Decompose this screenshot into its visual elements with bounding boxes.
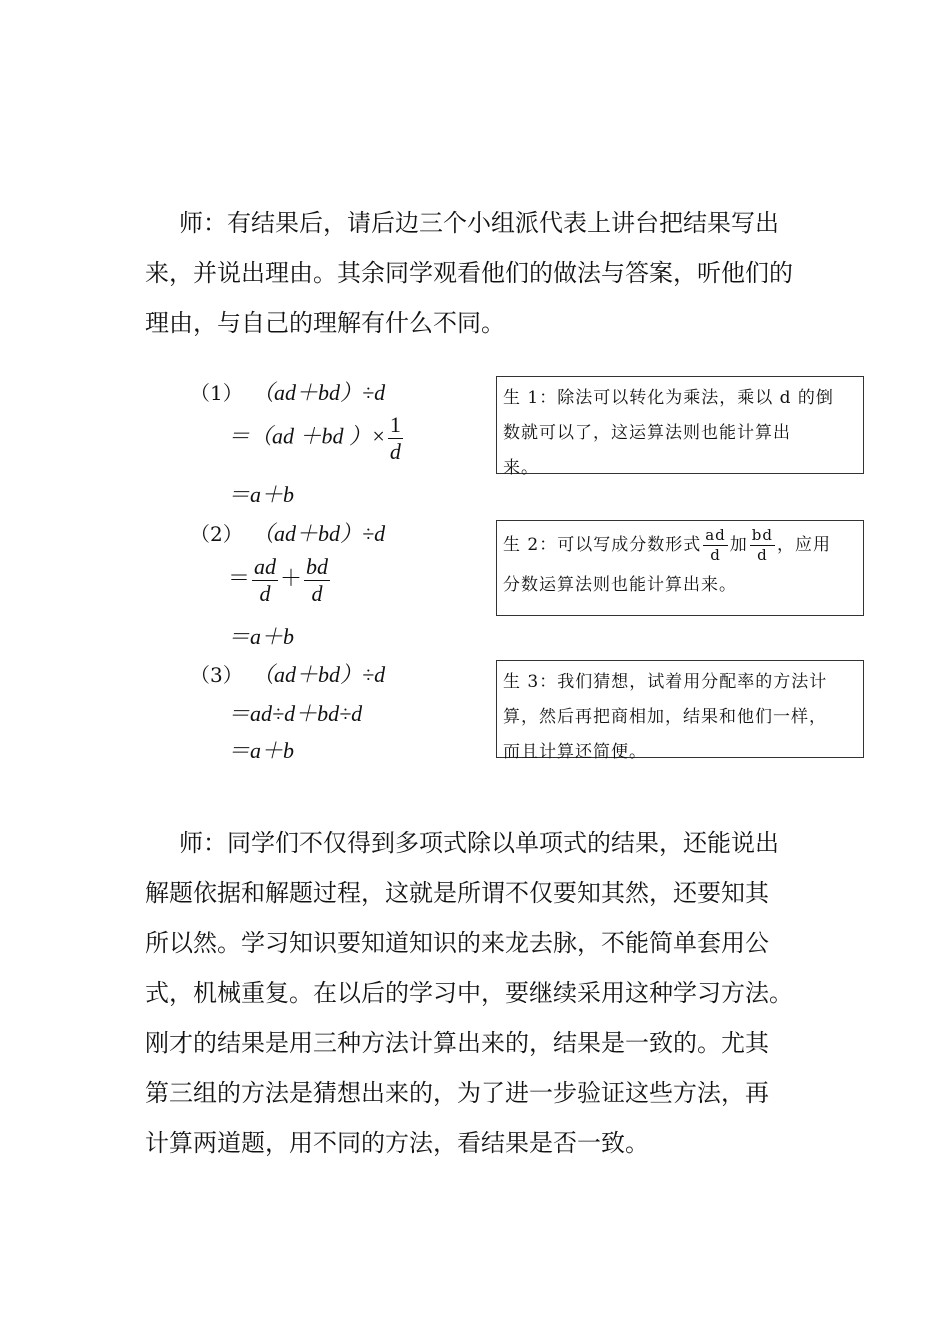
text-line: 而且计算还简便。 <box>503 742 647 762</box>
text-line: 来，并说出理由。其余同学观看他们的做法与答案，听他们的 <box>145 259 793 287</box>
method-1-step-2 <box>228 414 405 463</box>
text-line: 式，机械重复。在以后的学习中，要继续采用这种学习方法。 <box>145 979 793 1007</box>
fraction-numerator: ad <box>705 526 726 544</box>
fraction-numerator: bd <box>306 554 329 579</box>
method-1-step-3: ＝a＋b <box>228 482 295 507</box>
method-2-step-3: ＝a＋b <box>228 624 295 649</box>
text-line: 刚才的结果是用三种方法计算出来的，结果是一致的。尤其 <box>145 1029 769 1057</box>
method-3-step-3: ＝a＋b <box>228 738 295 763</box>
fraction-denominator: d <box>259 581 271 606</box>
method-3-step-1: （ad＋bd）÷d <box>252 662 386 687</box>
fraction <box>388 414 403 463</box>
teacher-paragraph-2 <box>145 818 825 1168</box>
box-2-text: 加 <box>729 535 748 555</box>
text-line: 数就可以了，这运算法则也能计算出 <box>503 423 791 443</box>
fraction-denominator: d <box>389 439 401 464</box>
fraction-numerator: bd <box>751 526 773 544</box>
box-2-text: 生 2：可以写成分数形式 <box>503 535 702 555</box>
method-3-number: （3） <box>190 663 243 687</box>
text-line: 理由，与自己的理解有什么不同。 <box>145 309 505 337</box>
method-1-step-2-expr: ＝（ad ＋bd ）× <box>228 423 386 449</box>
text-line: 来。 <box>503 458 539 478</box>
student-2-box <box>496 520 864 616</box>
method-3-step-2: ＝ad÷d＋bd÷d <box>228 701 363 726</box>
text-line: 算，然后再把商相加，结果和他们一样， <box>503 707 827 727</box>
text-line: 所以然。学习知识要知道知识的来龙去脉，不能简单套用公 <box>145 929 769 957</box>
fraction-numerator: 1 <box>389 412 401 437</box>
text-line: 解题依据和解题过程，这就是所谓不仅要知其然，还要知其 <box>145 879 769 907</box>
method-2-number: （2） <box>190 522 243 546</box>
plus-sign: ＋ <box>280 565 303 591</box>
equals-sign: ＝ <box>228 565 251 591</box>
student-1-box <box>496 376 864 478</box>
fraction-numerator: ad <box>254 554 277 579</box>
text-line: 师：同学们不仅得到多项式除以单项式的结果，还能说出 <box>179 829 779 857</box>
method-1-step-1: （ad＋bd）÷d <box>252 380 386 405</box>
text-line: 生 1：除法可以转化为乘法，乘以 d 的倒 <box>503 388 834 408</box>
fraction <box>703 528 728 563</box>
box-2-text: ，应用 <box>777 535 831 555</box>
text-line <box>503 525 857 565</box>
fraction-denominator: d <box>757 546 768 564</box>
text-line: 第三组的方法是猜想出来的，为了进一步验证这些方法，再 <box>145 1079 769 1107</box>
fraction <box>252 556 278 605</box>
fraction <box>750 528 775 563</box>
text-line: 分数运算法则也能计算出来。 <box>503 575 737 595</box>
method-2-step-2 <box>228 556 332 605</box>
fraction <box>304 556 330 605</box>
text-line: 生 3：我们猜想，试着用分配率的方法计 <box>503 672 828 692</box>
text-line: 师：有结果后，请后边三个小组派代表上讲台把结果写出 <box>179 209 779 237</box>
method-1-number: （1） <box>190 381 243 405</box>
student-3-box <box>496 660 864 762</box>
fraction-denominator: d <box>710 546 721 564</box>
text-line: 计算两道题，用不同的方法，看结果是否一致。 <box>145 1129 649 1157</box>
method-2-step-1: （ad＋bd）÷d <box>252 521 386 546</box>
fraction-denominator: d <box>311 581 323 606</box>
teacher-paragraph-1 <box>145 198 825 348</box>
